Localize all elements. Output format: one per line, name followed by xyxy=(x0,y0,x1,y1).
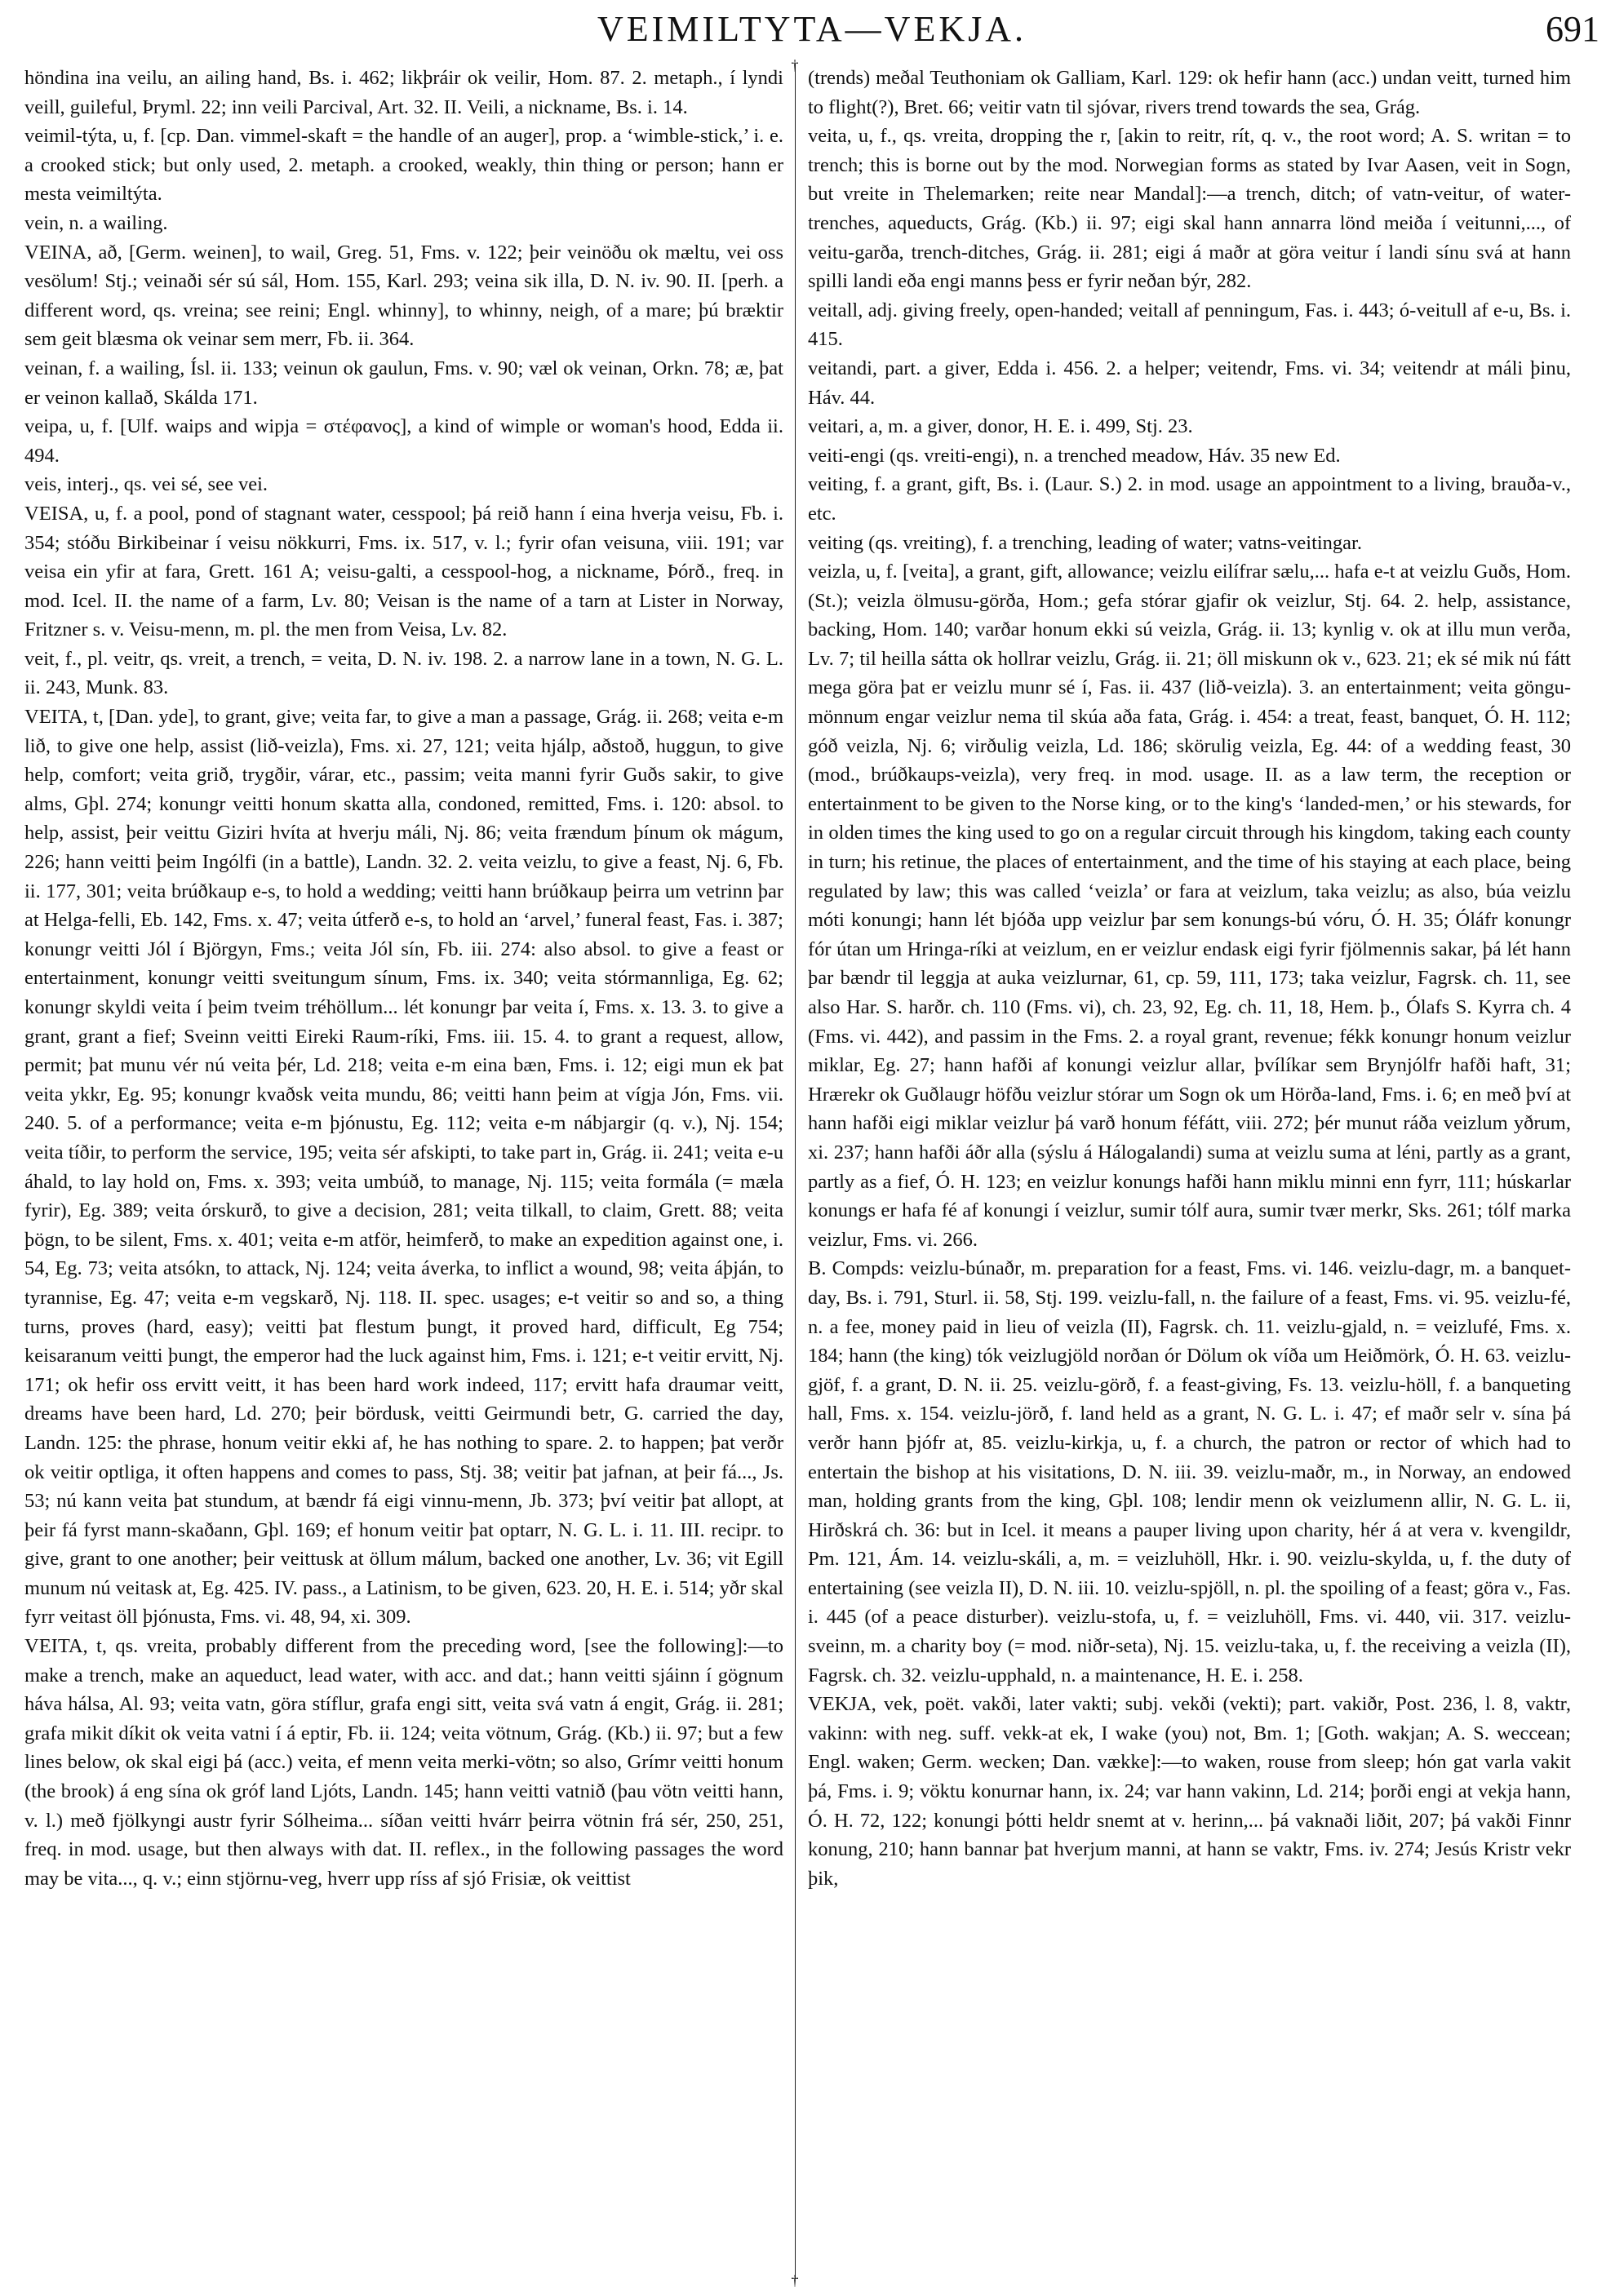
running-head-title: VEIMILTYTA—VEKJA. xyxy=(597,9,1027,49)
entry-veiting-grant: veiting, f. a grant, gift, Bs. i. (Laur. S.) 2. in mod. usage an appointment to a living, brauða-v., etc. xyxy=(808,473,1571,525)
entry-vein: vein, n. a wailing. xyxy=(24,211,168,234)
entry-veita-noun: veita, u, f., qs. vreita, dropping the r, [akin to reitr, rít, q. v., the root word; A. S. writan = to trench; this is borne out by the mod. Norwegian forms as stated by Ivar Aasen, veit in Sogn, but vreite in Thelemarken; reite near Mandal]:—a trench, ditch; of vatn-veitur, of water-trenches, aqueducts, Grág. (Kb.) ii. 97; eigi skal hann annarra lönd meiða í veitunni,..., of veitu-garða, trench-ditches, Grág. ii. 281; eigi á maðr at göra veitur í landi sínu svá at hann spilli landi eða engi manns þess er fyrir neðan býr, 282. xyxy=(808,125,1571,293)
entry-veinan: veinan, f. a wailing, Ísl. ii. 133; veinun ok gaulun, Fms. v. 90; væl ok veinan, Orkn. 78; æ, þat er veinon kallað, Skálda 171. xyxy=(24,357,783,409)
entry-veizlu-compounds: B. Compds: veizlu-búnaðr, m. preparation for a feast, Fms. vi. 146. veizlu-dagr, m. a banquet-day, Bs. i. 791, Sturl. ii. 58, Stj. 199. veizlu-fall, n. the failure of a feast, Fms. vi. 95. veizlu-fé, n. a fee, money paid in lieu of veizla (II), Fagrsk. ch. 11. veizlu-gjald, n. = veizlufé, Fms. x. 184; hann (the king) tók veizlugjöld norðan ór Dölum ok víða um Heiðmörk, Ó. H. 63. veizlu-gjöf, f. a grant, D. N. ii. 25. veizlu-görð, f. a feast-giving, Fs. 13. veizlu-höll, f. a banqueting hall, Fms. x. 154. veizlu-jörð, f. land held as a grant, N. G. L. i. 47; ef maðr selr v. sína þá verðr hann þjófr at, 85. veizlu-kirkja, u, f. a church, the patron or rector of which had to entertain the bishop at his visitations, D. N. iii. 39. veizlu-maðr, m., in Norway, an endowed man, holding grants from the king, Gþl. 108; lendir menn ok veizlumenn allir, N. G. L. ii, Hirðskrá ch. 36: but in Icel. it means a pauper living upon charity, hér á at vera v. kvengildr, Pm. 121, Ám. 14. veizlu-skáli, a, m. = veizluhöll, Hkr. i. 90. veizlu-skylda, u, f. the duty of entertaining (see veizla II), D. N. iii. 10. veizlu-spjöll, n. pl. the spoiling of a feast; göra v., Fas. i. 445 (of a peace disturber). veizlu-stofa, u, f. = veizluhöll, Fms. vi. 440, vii. 317. veizlu-sveinn, m. a charity boy (= mod. niðr-seta), Nj. 15. veizlu-taka, u, f. the receiving a veizla (II), Fagrsk. ch. 32. veizlu-upphald, n. a maintenance, H. E. i. 258. xyxy=(808,1257,1571,1687)
entry-veita-grant: VEITA, t, [Dan. yde], to grant, give; veita far, to give a man a passage, Grág. ii. 268; veita e-m lið, to give one help, assist (lið-veizla), Fms. xi. 27, 121; veita hjálp, aðstoð, huggun, to give help, comfort; veita grið, trygðir, várar, etc., passim; veita manni fyrir Guðs sakir, to give alms, Gþl. 274; konungr veitti honum skatta alla, condoned, remitted, Fms. i. 120: absol. to help, assist, þeir veittu Giziri hvíta at hverju máli, Nj. 86; veita frændum þínum ok mágum, 226; hann veitti þeim Ingólfi (in a battle), Landn. 32. 2. veita veizlu, to give a feast, Nj. 6, Fb. ii. 177, 301; veita brúðkaup e-s, to hold a wedding; veitti hann brúðkaup þeirra um vetrinn þar at Helga-felli, Eb. 142, Fms. x. 47; veita útferð e-s, to hold an ‘arvel,’ funeral feast, Fas. i. 387; konungr veitti Jól í Björgyn, Fms.; veita Jól sín, Fb. iii. 274: also absol. to give a feast or entertainment, konungr veitti sveitungum sínum, Fms. ix. 340; veita stórmannliga, Eg. 62; konungr skyldi veita í þeim tveim tréhöllum... lét konungr þar veita í, Fms. x. 13. 3. to give a grant, grant a fief; Sveinn veitti Eireki Raum-ríki, Fms. iii. 15. 4. to grant a request, allow, permit; þat munu vér nú veita þér, Ld. 218; veita e-m eina bæn, Fms. i. 12; eigi mun ek þat veita ykkr, Eg. 95; konungr kvaðsk veita mundu, 86; veitti hann þeim at vígja Jón, Fms. vii. 240. 5. of a performance; veita e-m þjónustu, Eg. 112; veita e-m nábjargir (q. v.), Nj. 154; veita tíðir, to perform the service, 195; veita sér afskipti, to take part in, Grág. ii. 241; veita e-u áhald, to lay hold on, Fms. x. 393; veita umbúð, to manage, Nj. 115; veita formála (= mæla fyrir), Eg. 389; veita órskurð, to give a decision, 281; veita tilkall, to claim, Grett. 88; veita þögn, to be silent, Fms. x. 401; veita e-m atför, heimferð, to make an expedition against one, i. 54, Eg. 73; veita atsókn, to attack, Nj. 124; veita áverka, to inflict a wound, 98; veita áþján, to tyrannise, Eg. 47; veita e-m vegskarð, Nj. 118. II. spec. usages; e-t veitir so and so, a thing turns, proves (hard, easy); veitti þat flestum þungt, it proved hard, difficult, Eg 754; keisaranum veitti þungt, the emperor had the luck against him, Fms. i. 121; e-t veitir ervitt, Nj. 171; ok hefir oss ervitt veitt, it has been hard work indeed, 117; ervitt hafa draumar veitt, dreams have been hard, Ld. 270; þeir bördusk, veitti Geirmundi betr, G. carried the day, Landn. 125: the phrase, honum veitir ekki af, he has nothing to spare. 2. to happen; þat verðr ok veitir optliga, it often happens and comes to pass, Stj. 38; veitir þat jafnan, at þeir fá..., Js. 53; nú kann veita þat stundum, at bændr fá eigi vinnu-menn, Jb. 373; því veitir þat allopt, at þeir fá fyrst mann-skaðann, Gþl. 169; ef honum veitir þat optarr, N. G. L. i. 11. III. recipr. to give, grant to one another; þeir veittusk at öllum málum, backed one another, Lv. 36; vit Egill munum nú veitask at, Eg. 425. IV. pass., a Latinism, to be given, 623. 20, H. E. i. 514; yðr skal fyrr veitast öll þjónusta, Fms. vi. 48, 94, xi. 309. xyxy=(24,706,783,1629)
entry-veiting-trench: veiting (qs. vreiting), f. a trenching, leading of water; vatns-veitingar. xyxy=(808,531,1362,554)
column-divider xyxy=(795,64,796,2279)
entry-veitari: veitari, a, m. a giver, donor, H. E. i. 499, Stj. 23. xyxy=(808,415,1193,438)
divider-bottom-mark: † xyxy=(791,2272,799,2289)
entry-veita-continued: (trends) meðal Teuthoniam ok Galliam, Karl. 129: ok hefir hann (acc.) undan veitt, turned him to flight(?), Bret. 66; veitir vatn til sjóvar, rivers trend towards the sea, Grág. xyxy=(808,67,1571,118)
entry-veill-continued: höndina ina veilu, an ailing hand, Bs. i. 462; likþráir ok veilir, Hom. 87. 2. metaph., í lyndi veill, guileful, Þryml. 22; inn veili Parcival, Art. 32. II. Veili, a nickname, Bs. i. 14. xyxy=(24,67,783,118)
entry-veiti-engi: veiti-engi (qs. vreiti-engi), n. a trenched meadow, Háv. 35 new Ed. xyxy=(808,444,1341,467)
entry-veina: VEINA, að, [Germ. weinen], to wail, Greg. 51, Fms. v. 122; þeir veinöðu ok mæltu, vei oss vesölum! Stj.; veinaði sér sú sál, Hom. 155, Karl. 293; veina sik illa, D. N. iv. 90. II. [perh. a different word, qs. vreina; see reini; Engl. whinny], to whinny, neigh, of a mare; þú bræktir sem geit blæsma ok veinar sem merr, Fb. ii. 364. xyxy=(24,241,783,351)
entry-veitandi: veitandi, part. a giver, Edda i. 456. 2. a helper; veitendr, Fms. vi. 34; veitendr at máli þinu, Háv. 44. xyxy=(808,357,1571,409)
entry-veimil-tyta: veimil-týta, u, f. [cp. Dan. vimmel-skaft = the handle of an auger], prop. a ‘wimble-stick,’ i. e. a crooked stick; but only used, 2. metaph. a crooked, weakly, thin thing or person; hann er mesta veimiltýta. xyxy=(24,125,783,206)
right-column xyxy=(808,64,1571,2279)
entry-veis: veis, interj., qs. vei sé, see vei. xyxy=(24,473,268,496)
entry-veipa: veipa, u, f. [Ulf. waips and wipja = στέφανος], a kind of wimple or woman's hood, Edda ii. 494. xyxy=(24,415,783,467)
entry-veisa: VEISA, u, f. a pool, pond of stagnant water, cesspool; þá reið hann í eina hverja veisu, Fb. i. 354; stóðu Birkibeinar í veisu nökkurri, Fms. ix. 517, v. l.; fyrir ofan veisuna, viii. 191; var veisa ein yfir at fara, Grett. 161 A; veisu-galti, a cesspool-hog, a nickname, Þórð., freq. in mod. Icel. II. the name of a farm, Lv. 80; Veisan is the name of a tarn at Lister in Norway, Fritzner s. v. Veisu-menn, m. pl. the men from Veisa, Lv. 82. xyxy=(24,502,783,641)
page-number: 691 xyxy=(1546,9,1599,49)
divider-top-mark: † xyxy=(791,57,799,73)
entry-veit: veit, f., pl. veitr, qs. vreit, a trench, = veita, D. N. iv. 198. 2. a narrow lane in a town, N. G. L. ii. 243, Munk. 83. xyxy=(24,647,783,699)
left-column xyxy=(24,64,783,2279)
running-header xyxy=(24,8,1599,57)
entry-veizla: veizla, u, f. [veita], a grant, gift, allowance; veizlu eilífrar sælu,... hafa e-t at veizlu Guðs, Hom. (St.); veizla ölmusu-görða, Hom.; gefa stórar gjafir ok veizlur, Stj. 64. 2. help, assistance, backing, Hom. 140; varðar honum ekki sú veizla, Grág. ii. 13; kynlig v. ok at illu mun verða, Lv. 7; til heilla sátta ok hollrar veizlu, Grág. ii. 21; öll miskunn ok v., 623. 21; ek sé mik nú fátt mega göra þat er veizlu munr sé í, Fas. ii. 437 (lið-veizla). 3. an entertainment; veita göngu-mönnum engar veizlur nema til skúa aða fata, Grág. i. 454: a treat, feast, banquet, Ó. H. 112; góð veizla, Nj. 6; virðulig veizla, Ld. 186; skörulig veizla, Eg. 44: of a wedding feast, 30 (mod., brúðkaups-veizla), very freq. in mod. usage. II. as a law term, the reception or entertainment to be given to the Norse king, or to the king's ‘landed-men,’ or his stewards, for in olden times the king used to go on a regular circuit through his kingdom, taking each county in turn; his retinue, the places of entertainment, and the time of his staying at each place, being regulated by law; this was called ‘veizla’ or fara at veizlum, taka veizlu; as also, búa veizlu móti konungi; hann lét bjóða upp veizlur þar sem konungs-bú vóru, Ó. H. 35; Óláfr konungr fór útan um Hringa-ríki at veizlum, en er veizlur endask eigi fyrir fjölmennis sakar, þá lét hann þar bændr til leggja at auka veizlurnar, 61, cp. 59, 111, 173; taka veizlur, Fagrsk. ch. 11, see also Har. S. harðr. ch. 110 (Fms. vi), ch. 23, 92, Eg. ch. 11, 18, Hem. þ., Ólafs S. Kyrra ch. 4 (Fms. vi. 442), and passim in the Fms. 2. a royal grant, revenue; fékk konungr honum veizlur miklar, Eg. 27; hann hafði af konungi veizlur allar, þvílíkar sem Brynjólfr hafði haft, 31; Hrærekr ok Guðlaugr höfðu veizlur stórar um Sogn ok um Hörða-land, Fms. i. 6; en með því at hann hafði eigi miklar veizlur þá varð honum féfátt, viii. 272; þér munut ráða veizlum yðrum, xi. 237; hann hafði áðr alla (sýslu á Hálogalandi) suma at veizlu suma at léni, partly as a grant, partly as a fief, Ó. H. 123; en veizlur konungs hafði hann miklu minni enn fyrr, 111; húskarlar konungs er hafa fé af konungi í veizlur, sumir tólf aura, sumir tvær merkr, Sks. 261; tólf marka veizlur, Fms. vi. 266. xyxy=(808,561,1571,1251)
entry-veitall: veitall, adj. giving freely, open-handed; veitall af penningum, Fas. i. 443; ó-veitull af e-u, Bs. i. 415. xyxy=(808,299,1571,351)
entry-vekja: VEKJA, vek, poët. vakði, later vakti; subj. vekði (vekti); part. vakiðr, Post. 236, l. 8, vaktr, vakinn: with neg. suff. vekk-at ek, I wake (you) not, Bm. 1; [Goth. wakjan; A. S. weccean; Engl. waken; Germ. wecken; Dan. vække]:—to waken, rouse from sleep; hón gat varla vakit þá, Fms. i. 9; vöktu konurnar hann, ix. 24; var hann vakinn, Ld. 214; þorði engi at vekja hann, Ó. H. 72, 122; konungi þótti heldr snemt at v. herinn,... þá vaknaði liðit, 207; þá vakði Finnr konung, 210; hann bannar þat hverjum manni, at hann se vaktr, Fms. iv. 274; Jesús Kristr vekr þik, xyxy=(808,1693,1571,1890)
entry-veita-trench: VEITA, t, qs. vreita, probably different from the preceding word, [see the following]:—to make a trench, make an aqueduct, lead water, with acc. and dat.; hann veitti sjáinn í gögnum háva hálsa, Al. 93; veita vatn, göra stíflur, grafa engi sitt, veita svá vatn á engit, Grág. ii. 281; grafa mikit díkit ok veita vatni í á eptir, Fb. ii. 124; veita vötnum, Grág. (Kb.) ii. 97; but a few lines below, ok skal eigi þá (acc.) veita, ef menn veita merki-vötn; so also, Grímr veitti honum (the brook) á eng sína ok gróf land Ljóts, Landn. 145; hann veitti vatnið (þau vötn veitti hann, v. l.) með fjölkyngi austr fyrir Sólheima... síðan veitti hvárr þeirra vötnin frá sér, 250, 251, freq. in mod. usage, but then always with dat. II. reflex., in the following passages the word may be vita..., q. v.; einn stjörnu-veg, hverr upp ríss af sjó Frisiæ, ok veittist xyxy=(24,1635,783,1890)
